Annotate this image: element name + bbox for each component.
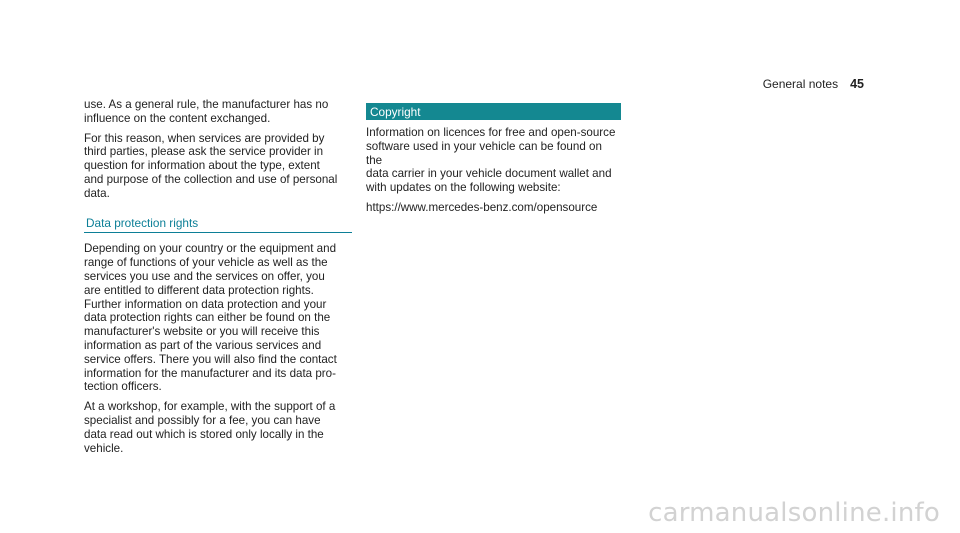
paragraph-line: with updates on the following website:: [366, 181, 561, 195]
watermark: carmanualsonline.info: [648, 498, 940, 528]
paragraph-line: tection officers.: [84, 380, 162, 394]
section-heading-text: Data protection rights: [86, 215, 199, 230]
running-head: [763, 77, 864, 91]
intro-line: influence on the content exchanged.: [84, 111, 271, 125]
paragraph-line: range of functions of your vehicle as well as the: [84, 256, 328, 270]
paragraph-line: data read out which is stored only locally in the: [84, 427, 324, 441]
section-heading-copyright: [366, 103, 621, 120]
paragraph-line: vehicle.: [84, 441, 124, 455]
paragraph-line: information as part of the various services and: [84, 338, 322, 352]
paragraph-line: are entitled to different data protection rights.: [84, 283, 314, 297]
paragraph-line: data protection rights can either be found on the: [84, 311, 331, 325]
section-body: [84, 242, 352, 455]
page-number: 45: [850, 77, 864, 91]
running-head-section: General notes: [762, 77, 839, 91]
paragraph-line: question for information about the type, extent: [84, 159, 320, 173]
paragraph-line: Depending on your country or the equipment and: [84, 242, 337, 256]
paragraph-line: and purpose of the collection and use of personal: [84, 172, 338, 186]
paragraph-line: software used in your vehicle can be found on the: [366, 139, 602, 167]
paragraph-line: data carrier in your vehicle document wallet and: [366, 167, 612, 181]
paragraph-line: data.: [84, 186, 110, 200]
opensource-url: https://www.mercedes-benz.com/opensource: [366, 200, 598, 214]
paragraph-line: services you use and the services on offer, you: [84, 269, 325, 283]
intro-line: use. As a general rule, the manufacturer has no: [84, 98, 329, 111]
paragraph-line: At a workshop, for example, with the support of a: [84, 400, 336, 414]
section-heading-data-protection: [84, 217, 352, 234]
paragraph-line: manufacturer's website or you will receive this: [84, 325, 320, 339]
left-column: [84, 98, 352, 455]
paragraph-line: third parties, please ask the service provider in: [84, 145, 324, 159]
paragraph-line: Information on licences for free and open-source: [366, 126, 616, 139]
paragraph-line: specialist and possibly for a fee, you can have: [84, 413, 321, 427]
paragraph-line: information for the manufacturer and its data pro-: [84, 366, 336, 380]
paragraph-line: For this reason, when services are provided by: [84, 131, 325, 145]
paragraph-line: service offers. There you will also find the contact: [84, 352, 337, 366]
paragraph-line: Further information on data protection and your: [84, 297, 327, 311]
right-column: [366, 103, 621, 215]
section-heading-text: Copyright: [370, 105, 421, 119]
